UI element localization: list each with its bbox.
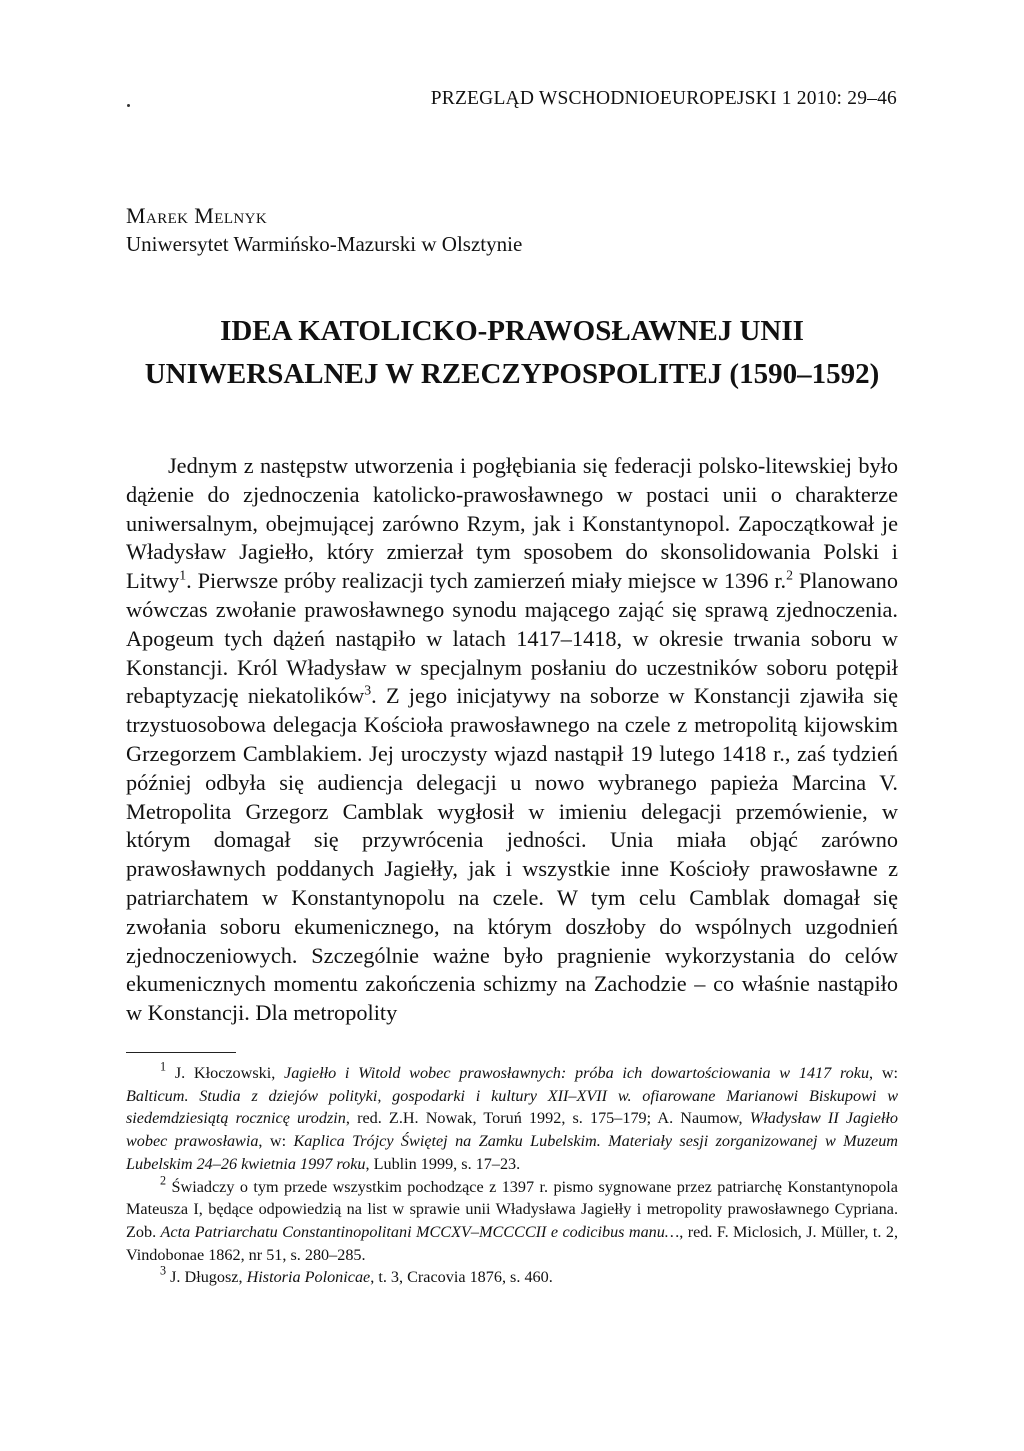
footnote-text: J. Długosz, (166, 1268, 247, 1287)
body-segment-2: . Pierwsze próby realizacji tych zamierzeń miały miejsce w 1396 r. (186, 568, 787, 594)
footnote-number: 2 (160, 1172, 167, 1187)
footnote-text: , red. Z.H. Nowak, Toruń 1992, s. 175–179; A. Naumow, (345, 1109, 750, 1128)
footnote-text: , t. 3, Cracovia 1876, s. 460. (370, 1268, 553, 1287)
running-head: PRZEGLĄD WSCHODNIOEUROPEJSKI 1 2010: 29–46 (430, 88, 897, 109)
footnote-ref-2[interactable]: 2 (786, 567, 794, 583)
footnote-text: , w: (869, 1064, 899, 1082)
stray-dot (127, 104, 130, 107)
footnote-1 (126, 1059, 899, 1176)
footnote-text: , w: (258, 1132, 294, 1151)
title-line-1: IDEA KATOLICKO-PRAWOSŁAWNEJ UNII (220, 315, 804, 347)
body-segment-4: . Z jego inicjatywy na soborze w Konstancji zjawiła się trzystuosobowa delegacja Kościoła prawosławnego na czele z metropolitą kijowskim Grzegorzem Camblakiem. Jej uroczysty wjazd nastąpił 19 lutego 1418 r., zaś tydzień później odbyła się audiencja delegacji u nowo wybranego papieża Marcina V. Metropolita Grzegorz Camblak wygłosił w imieniu delegacji przemówienie, w którym domagał się przywrócenia jedności. Unia miała objąć zarówno prawosławnych poddanych Jagiełły, jak i wszystkie inne Kościoły prawosławne z patriarchatem w Konstantynopolu na czele. W tym celu Camblak domagał się zwołania soboru ekumenicznego, na którym doszłoby do wspólnych uzgodnień zjednoczeniowych. Szczególnie ważne było pragnienie wykorzystania do celów ekumenicznych momentu zakończenia schizmy na Zachodzie – co właśnie nastąpiło w Konstancji. Dla metropolity (126, 683, 898, 1026)
footnote-text: Świadczy o tym przede wszystkim pochodzące z 1397 r. pismo sygnowane przez patriarchę Konstantynopola Mateusza I, będące odpowiedzią na list w sprawie unii Władysława Jagiełły i metropolity prawosławnego Cypriana. Zob. (126, 1177, 898, 1241)
paragraph (126, 452, 898, 1028)
footnote-title: Acta Patriarchatu Constantinopolitani MCCXV–MCCCCII e codicibus manu… (160, 1222, 680, 1241)
footnote-text: , red. F. Miclosich, J. Müller, t. 2, Vindobonae 1862, nr 51, s. 280–285. (126, 1222, 898, 1264)
footnote-text: , Lublin 1999, s. 17–23. (365, 1154, 521, 1173)
footnote-title: Balticum. Studia z dziejów polityki, gospodarki i kultury XII–XVII w. ofiarowane Marianowi Biskupowi w siedemdziesiątą rocznicę urodzin (126, 1086, 898, 1128)
body-text (126, 452, 898, 1028)
body-segment-3: Planowano wówczas zwołanie prawosławnego synodu mającego zająć się sprawą zjednoczenia. Apogeum tych dążeń nastąpiło w latach 1417–1418, w okresie trwania soboru w Konstancji. Król Władysław w specjalnym posłaniu do uczestników soboru potępił rebaptyzację niekatolików (126, 568, 898, 709)
footnote-title: Jagiełło i Witold wobec prawosławnych: próba ich dowartościowania w 1417 roku (284, 1064, 870, 1082)
footnote-3 (126, 1263, 898, 1289)
author-name: Marek Melnyk (126, 203, 268, 228)
footnotes (126, 1059, 899, 1289)
footnote-text: J. Kłoczowski, (166, 1064, 285, 1082)
footnote-ref-1[interactable]: 1 (179, 567, 187, 583)
footnote-ref-3[interactable]: 3 (364, 682, 372, 698)
title-line-2: UNIWERSALNEJ W RZECZYPOSPOLITEJ (1590–1592) (144, 358, 880, 390)
article-title (126, 310, 898, 396)
footnote-number: 3 (160, 1263, 167, 1278)
footnote-title: Kaplica Trójcy Świętej na Zamku Lubelskim. Materiały sesji zorganizowanej w Muzeum Lubelskim 24–26 kwietnia 1997 roku (126, 1132, 898, 1173)
body-segment-1: Jednym z następstw utworzenia i pogłębiania się federacji polsko-litewskiej było dążenie do zjednoczenia katolicko-prawosławnego w postaci unii o charakterze uniwersalnym, obejmującej zarówno Rzym, jak i Konstantynopol. Zapoczątkował je Władysław Jagiełło, który zmierzał tym sposobem do skonsolidowania Polski i Litwy (126, 453, 898, 594)
footnote-title: Władysław II Jagiełło wobec prawosławia (126, 1109, 898, 1151)
footnote-number: 1 (160, 1059, 167, 1074)
footnote-2 (126, 1172, 898, 1267)
author-affiliation: Uniwersytet Warmińsko-Mazurski w Olsztynie (126, 232, 523, 256)
footnote-rule (126, 1052, 236, 1053)
footnote-title: Historia Polonicae (246, 1268, 371, 1287)
